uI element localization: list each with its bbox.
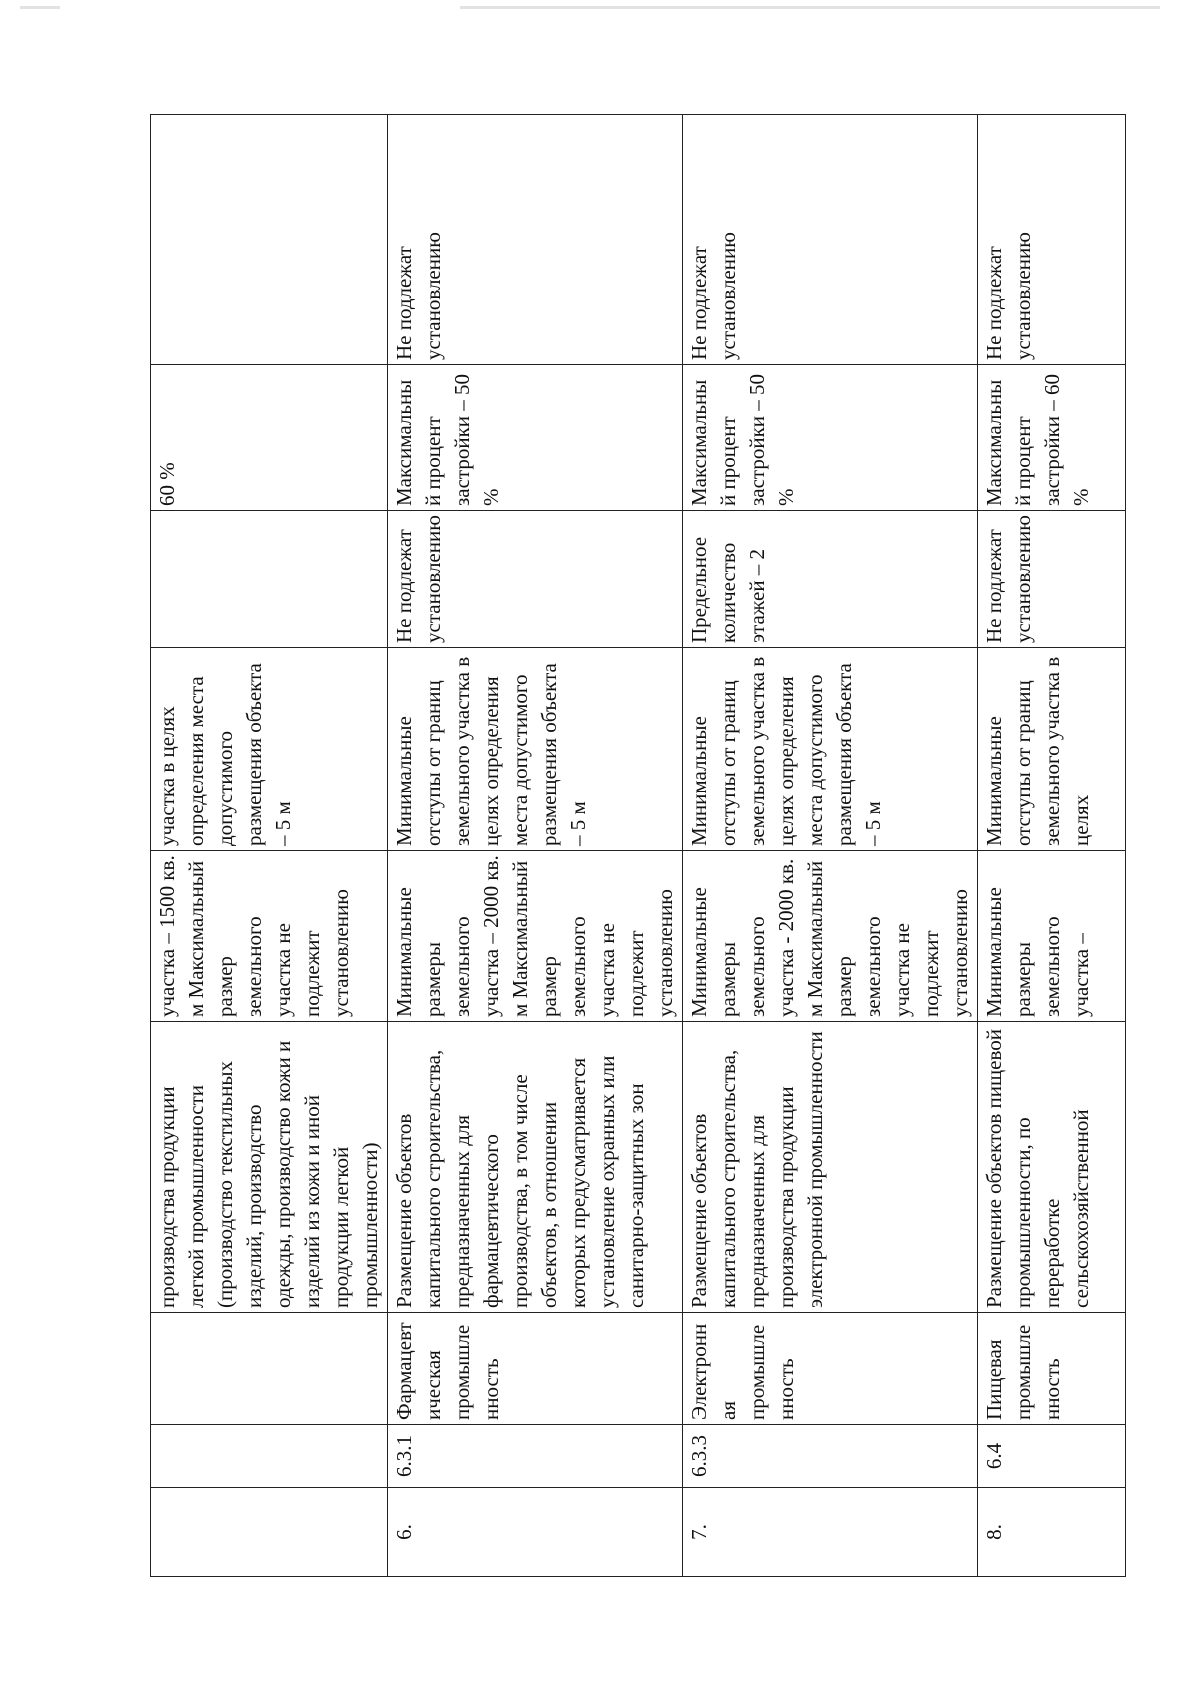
use-name-cell	[151, 1313, 388, 1425]
setback-cell: участка в целях определения места допустимого размещения объекта – 5 м	[151, 648, 388, 851]
use-description-cell: Размещение объектов пищевой промышленности, по переработке сельскохозяйственной	[978, 1022, 1126, 1313]
use-name-cell: Пищевая промышленность	[978, 1313, 1126, 1425]
coverage-cell: 60 %	[151, 365, 388, 511]
floors-cell: Предельное количество этажей – 2	[683, 511, 978, 648]
use-name-cell: Электронная промышленность	[683, 1313, 978, 1425]
row-number-cell: 6.	[388, 1488, 683, 1577]
plot-size-cell: Минимальные размеры земельного участка –	[978, 851, 1126, 1022]
coverage-cell: Максимальный процент застройки – 60 %	[978, 365, 1126, 511]
other-restrictions-cell: Не подлежат установлению	[388, 115, 683, 365]
row-number-cell: 8.	[978, 1488, 1126, 1577]
other-restrictions-cell	[151, 115, 388, 365]
use-code-cell: 6.3.1	[388, 1425, 683, 1488]
setback-cell: Минимальные отступы от границ земельного участка в целях определения места допустимого размещения объекта – 5 м	[683, 648, 978, 851]
floors-cell: Не подлежат установлению	[978, 511, 1126, 648]
use-code-cell: 6.3.3	[683, 1425, 978, 1488]
plot-size-cell: Минимальные размеры земельного участка - 2000 кв. м Максимальный размер земельного участка не подлежит установлению	[683, 851, 978, 1022]
use-name-cell: Фармацевтическая промышленность	[388, 1313, 683, 1425]
coverage-cell: Максимальный процент застройки – 50 %	[388, 365, 683, 511]
table-row	[683, 115, 978, 1577]
row-number-cell	[151, 1488, 388, 1577]
floors-cell: Не подлежат установлению	[388, 511, 683, 648]
floors-cell	[151, 511, 388, 648]
coverage-cell: Максимальный процент застройки – 50 %	[683, 365, 978, 511]
use-description-cell: Размещение объектов капитального строительства, предназначенных для фармацевтического производства, в том числе объектов, в отношении которых предусматривается установление охранных или санитарно-защитных зон	[388, 1022, 683, 1313]
table-row	[388, 115, 683, 1577]
use-code-cell: 6.4	[978, 1425, 1126, 1488]
setback-cell: Минимальные отступы от границ земельного участка в целях определения места допустимого размещения объекта – 5 м	[388, 648, 683, 851]
use-description-cell: производства продукции легкой промышленности (производство текстильных изделий, производство одежды, производство кожи и изделий из кожи и иной продукции легкой промышленности)	[151, 1022, 388, 1313]
table-row	[978, 115, 1126, 1577]
table-body	[151, 115, 1126, 1577]
use-code-cell	[151, 1425, 388, 1488]
use-description-cell: Размещение объектов капитального строительства, предназначенных для производства продукции электронной промышленности	[683, 1022, 978, 1313]
setback-cell: Минимальные отступы от границ земельного участка в целях	[978, 648, 1126, 851]
table-row	[151, 115, 388, 1577]
other-restrictions-cell: Не подлежат установлению	[978, 115, 1126, 365]
plot-size-cell: Минимальные размеры земельного участка – 2000 кв. м Максимальный размер земельного участка не подлежит установлению	[388, 851, 683, 1022]
land-use-table	[150, 114, 1126, 1577]
plot-size-cell: участка – 1500 кв. м Максимальный размер земельного участка не подлежит установлению	[151, 851, 388, 1022]
other-restrictions-cell: Не подлежат установлению	[683, 115, 978, 365]
row-number-cell: 7.	[683, 1488, 978, 1577]
